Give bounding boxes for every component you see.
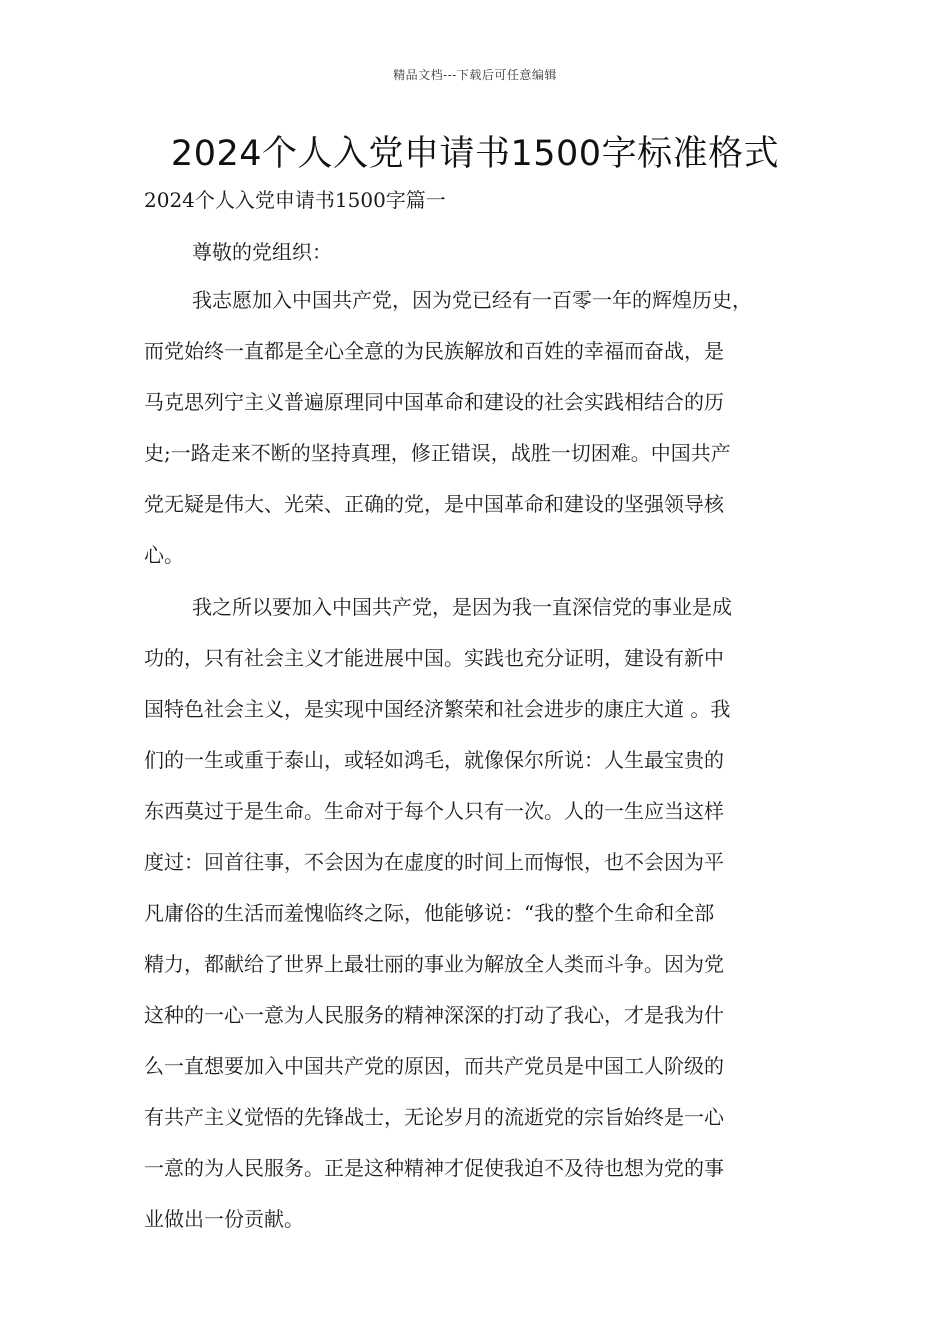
document-title: 2024个人入党申请书1500字标准格式 xyxy=(170,134,780,174)
document-subtitle: 2024个人入党申请书1500字篇一 xyxy=(144,188,446,212)
paragraph-line: 功的，只有社会主义才能进展中国。实践也充分证明，建设有新中 xyxy=(144,646,724,670)
paragraph-line: 精力，都献给了世界上最壮丽的事业为解放全人类而斗争。因为党 xyxy=(144,952,724,976)
header-note: 精品文档---下载后可任意编辑 xyxy=(393,68,557,82)
paragraph-line: 而党始终一直都是全心全意的为民族解放和百姓的幸福而奋战，是 xyxy=(144,339,724,363)
paragraph-line: 史;一路走来不断的坚持真理，修正错误，战胜一切困难。中国共产 xyxy=(144,441,731,465)
paragraph-line: 们的一生或重于泰山，或轻如鸿毛，就像保尔所说：人生最宝贵的 xyxy=(144,748,724,772)
paragraph-line: 东西莫过于是生命。生命对于每个人只有一次。人的一生应当这样 xyxy=(144,799,724,823)
paragraph-line: 一意的为人民服务。正是这种精神才促使我迫不及待也想为党的事 xyxy=(144,1156,724,1180)
paragraph-line: 这种的一心一意为人民服务的精神深深的打动了我心，才是我为什 xyxy=(144,1003,724,1027)
paragraph-line: 国特色社会主义，是实现中国经济繁荣和社会进步的康庄大道 。我 xyxy=(144,697,731,721)
paragraph-line: 我之所以要加入中国共产党，是因为我一直深信党的事业是成 xyxy=(192,595,732,619)
paragraph-line: 心。 xyxy=(144,543,184,567)
paragraph-line: 业做出一份贡献。 xyxy=(144,1207,304,1231)
salutation: 尊敬的党组织： xyxy=(192,240,332,264)
paragraph-line: 凡庸俗的生活而羞愧临终之际，他能够说：“我的整个生命和全部 xyxy=(144,901,715,925)
paragraph-line: 党无疑是伟大、光荣、正确的党，是中国革命和建设的坚强领导核 xyxy=(144,492,724,516)
paragraph-line: 有共产主义觉悟的先锋战士，无论岁月的流逝党的宗旨始终是一心 xyxy=(144,1105,724,1129)
paragraph-line: 度过：回首往事，不会因为在虚度的时间上而悔恨，也不会因为平 xyxy=(144,850,724,874)
paragraph-1 xyxy=(144,286,814,592)
paragraph-line: 我志愿加入中国共产党，因为党已经有一百零一年的辉煌历史， xyxy=(192,288,752,312)
paragraph-line: 么一直想要加入中国共产党的原因，而共产党员是中国工人阶级的 xyxy=(144,1054,724,1078)
paragraph-line: 马克思列宁主义普遍原理同中国革命和建设的社会实践相结合的历 xyxy=(144,390,724,414)
paragraph-2 xyxy=(144,593,814,1256)
